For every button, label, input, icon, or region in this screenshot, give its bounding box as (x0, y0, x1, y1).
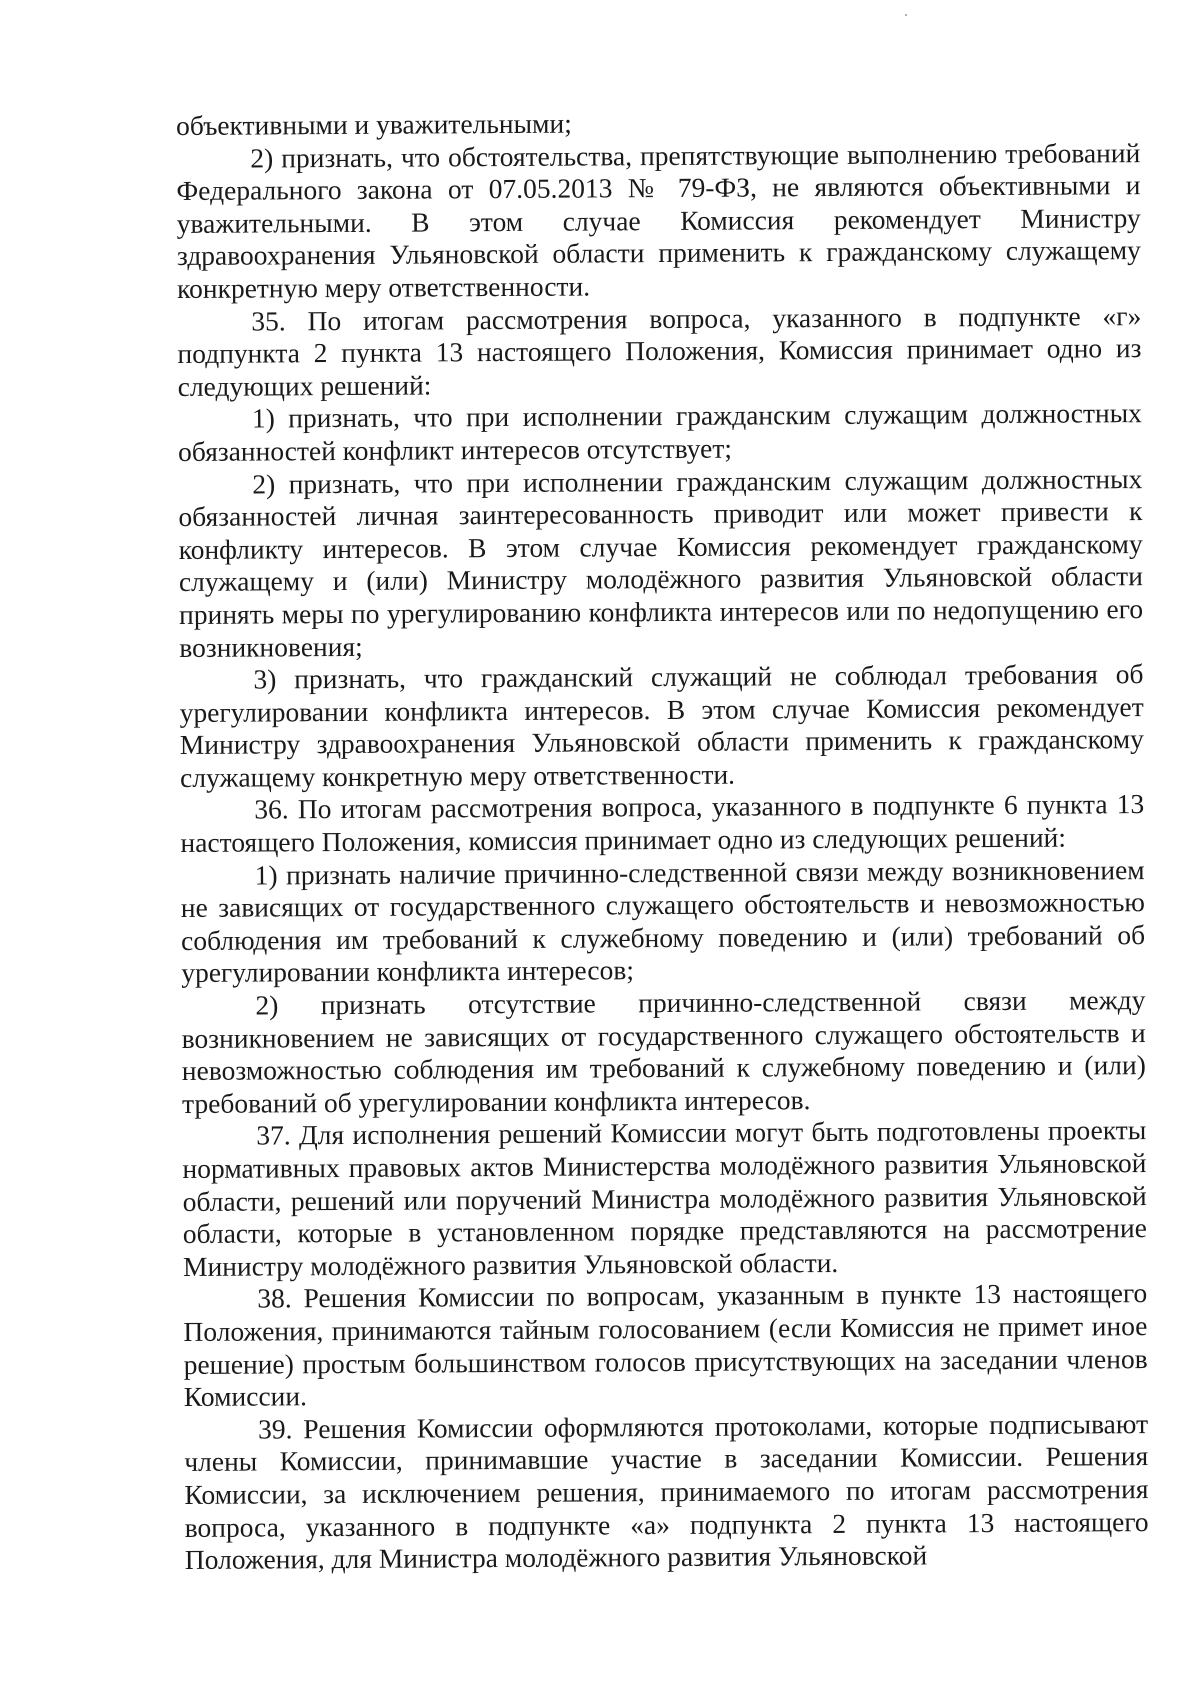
paragraph-34-item-2: 2) признать, что обстоятельства, препятствующие выполнению требований Федерального закона от 07.05.2013 № 79-ФЗ, не являются объективными и уважительными. В этом случае Комиссия рекомендует Министру здравоохранения Ульяновской области применить к гражданскому служащему конкретную меру ответственности. (176, 136, 1141, 304)
paragraph-36: 36. По итогам рассмотрения вопроса, указанного в подпункте 6 пункта 13 настоящего Положения, комиссия принимает одно из следующих решений: (180, 788, 1145, 859)
paragraph-36-item-1: 1) признать наличие причинно-следственной связи между возникновением не зависящих от государственного служащего обстоятельств и невозможностью соблюдения им требований к служебному поведению и (или) требований об урегулировании конфликта интересов; (180, 853, 1146, 989)
paragraph-35-item-3: 3) признать, что гражданский служащий не соблюдал требования об урегулировании конфликта интересов. В этом случае Комиссия рекомендует Министру здравоохранения Ульяновской области применить к гражданскому служащему конкретную меру ответственности. (179, 658, 1144, 793)
document-body (176, 104, 1149, 1577)
paragraph-37: 37. Для исполнения решений Комиссии могут быть подготовлены проекты нормативных правовых актов Министерства молодёжного развития Ульяновской области, решений или поручений Министра молодёжного развития Ульяновской области, которые в установленном порядке представляются на рассмотрение Министру молодёжного развития Ульяновской области. (182, 1114, 1147, 1282)
paragraph-36-item-2: 2) признать отсутствие причинно-следственной связи между возникновением не зависящих от государственного служащего обстоятельств и невозможностью соблюдения им требований к служебному поведению и (или) требований об урегулировании конфликта интересов. (181, 984, 1146, 1119)
paragraph-38: 38. Решения Комиссии по вопросам, указанным в пункте 13 настоящего Положения, принимаются тайным голосованием (если Комиссия не примет иное решение) простым большинством голосов присутствующих на заседании членов Комиссии. (183, 1277, 1148, 1413)
scan-speck (905, 14, 907, 16)
paragraph-35: 35. По итогам рассмотрения вопроса, указанного в подпункте «г» подпункта 2 пункта 13 настоящего Положения, Комиссия принимает одно из следующих решений: (177, 299, 1142, 402)
paragraph-39: 39. Решения Комиссии оформляются протоколами, которые подписывают члены Комиссии, принимавшие участие в заседании Комиссии. Решения Комиссии, за исключением решения, принимаемого по итогам рассмотрения вопроса, указанного в подпункте «а» подпункта 2 пункта 13 настоящего Положения, для Министра молодёжного развития Ульяновской (184, 1407, 1149, 1576)
paragraph-continuation: объективными и уважительными; (176, 107, 572, 141)
paragraph-35-item-2: 2) признать, что при исполнении гражданским служащим должностных обязанностей личная заинтересованность приводит или может привести к конфликту интересов. В этом случае Комиссия рекомендует гражданскому служащему и (или) Министру молодёжного развития Ульяновской области принять меры по урегулированию конфликта интересов или по недопущению его возникновения; (178, 462, 1144, 663)
paragraph-35-item-1: 1) признать, что при исполнении гражданским служащим должностных обязанностей конфликт интересов отсутствует; (177, 397, 1142, 467)
